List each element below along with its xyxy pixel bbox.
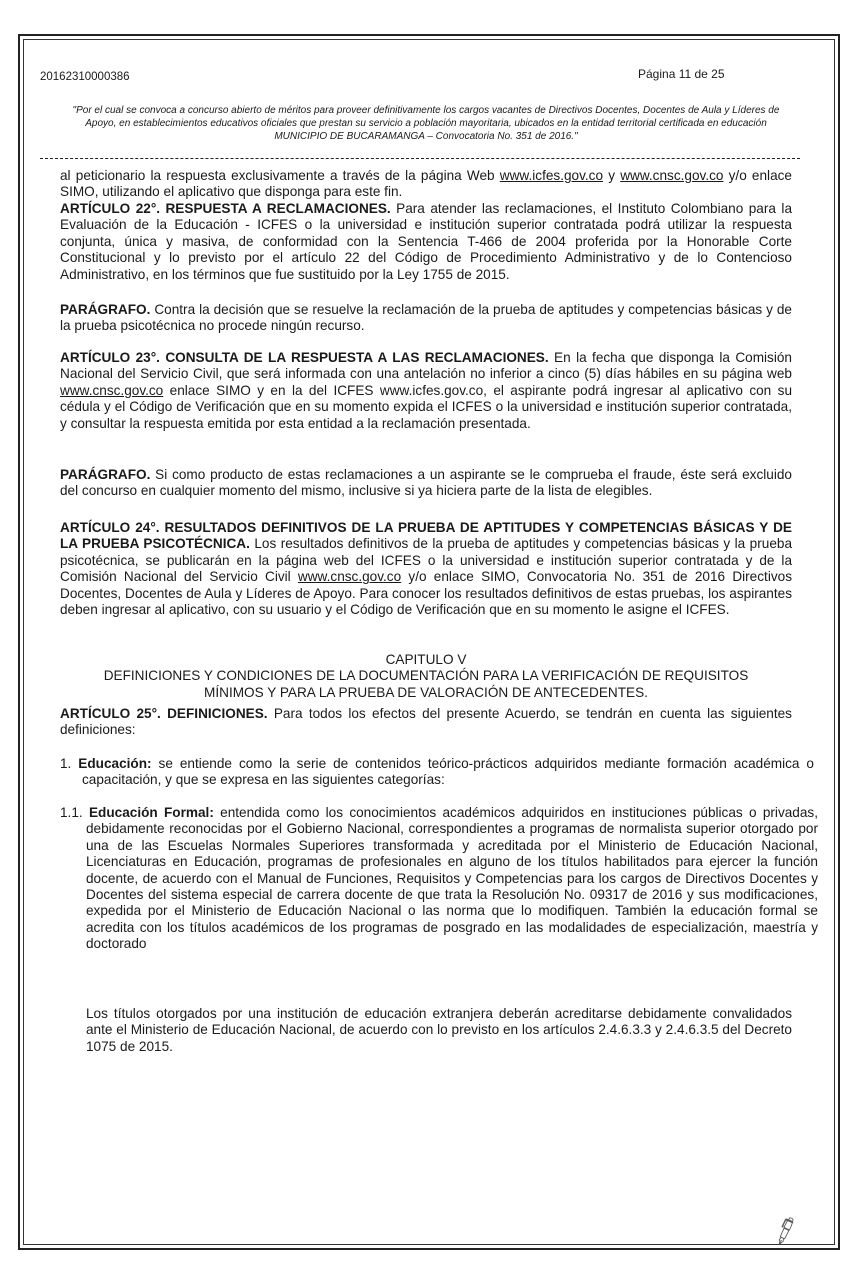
- article-text: enlace SIMO y en la del ICFES www.icfes.gov.co, el aspirante podrá ingresar al aplicativo con su cédula y el Código de Verificación que en su momento expida el ICFES o la universidad e institución superior contratada, y consultar la respuesta emitida por esta entidad a la reclamación presentada.: [60, 382, 792, 431]
- paragraph-text: Si como producto de estas reclamaciones a un aspirante se le comprueba el fraude, éste será excluido del concurso en cualquier momento del mismo, inclusive si ya hiciera parte de la lista de elegibles.: [60, 467, 792, 499]
- item-text: entendida como los conocimientos académicos adquiridos en instituciones públicas o privadas, debidamente reconocidas por el Gobierno Nacional, correspondientes a programas de normalista superior otorgado por una de las Escuelas Normales Superiores transformada y acreditada por el Ministerio de Educación Nacional, Licenciaturas en Educación, programas de profesionales en alguno de los títulos habilitados para ejercer la función docente, de acuerdo con el Manual de Funciones, Requisitos y Competencias para los cargos de Directivos Docentes y Docentes del sistema especial de carrera docente de que trata la Resolución No. 09317 de 2016 y sus modificaciones, expedida por el Ministerio de Educación Nacional o las norma que lo modifiquen. También la educación formal se acredita con los títulos académicos de los programas de posgrado en las modalidades de especialización, maestría y doctorado: [86, 805, 818, 952]
- paragraph-text: Contra la decisión que se resuelve la reclamación de la prueba de aptitudes y competencias básicas y de la prueba psicotécnica no procede ningún recurso.: [60, 302, 792, 334]
- article-text: Los resultados definitivos de la prueba de aptitudes y competencias básicas y la prueba psicotécnica, se publicarán en la página web del ICFES o la universidad e institución superior contratada y de la Comisión Nacional del Servicio Civil: [60, 536, 793, 585]
- initials-signature-icon: 🖋: [768, 1214, 804, 1248]
- definition-item-1: [60, 756, 814, 789]
- foreign-titles-paragraph: [60, 1006, 792, 1055]
- text: al peticionario la respuesta exclusivamente a través de la página Web: [60, 168, 500, 183]
- text: y/o enlace SIMO, utilizando el aplicativo que disponga para este fin.: [60, 168, 792, 200]
- paragraph-continuation: [60, 168, 792, 201]
- item-text: se entiende como la serie de contenidos teórico-prácticos adquiridos mediante formación académica o capacitación, y que se expresa en las siguientes categorías:: [82, 756, 814, 788]
- article-23: [60, 350, 792, 432]
- definition-item-1-1: [60, 805, 818, 953]
- paragraph-title: PARÁGRAFO.: [60, 302, 151, 317]
- article-title: ARTÍCULO 24°. RESULTADOS DEFINITIVOS DE LA PRUEBA DE APTITUDES Y COMPETENCIAS BÁSICAS Y DE LA PRUEBA PSICOTÉCNICA.: [60, 520, 792, 552]
- article-text: En la fecha que disponga la Comisión Nacional del Servicio Civil, que será informada con una antelación no inferior a cinco (5) días hábiles en su página web: [60, 350, 792, 382]
- article-25: [60, 706, 792, 739]
- article-text: y/o enlace SIMO, Convocatoria No. 351 de 2016 Directivos Docentes, Docentes de Aula y Líderes de Apoyo. Para conocer los resultados definitivos de estas pruebas, los aspirantes deben ingresar al aplicativo, con su usuario y el Código de Verificación que en su momento le asigne el ICFES.: [60, 569, 792, 618]
- article-title: ARTÍCULO 22°. RESPUESTA A RECLAMACIONES.: [60, 201, 391, 216]
- item-number: 1.1.: [60, 805, 89, 820]
- article-24: [60, 520, 792, 618]
- icfes-link[interactable]: www.icfes.gov.co: [499, 168, 604, 183]
- chapter-title: DEFINICIONES Y CONDICIONES DE LA DOCUMENTACIÓN PARA LA VERIFICACIÓN DE REQUISITOS MÍNIMOS Y PARA LA PRUEBA DE VALORACIÓN DE ANTECEDENTES.: [103, 668, 749, 700]
- article-text: Para atender las reclamaciones, el Instituto Colombiano para la Evaluación de la Educación - ICFES o la universidad e institución superior contratada podrá utilizar la respuesta conjunta, única y masiva, de conformidad con la Sentencia T-466 de 2004 proferida por la Honorable Corte Constitucional y lo previsto por el artículo 22 del Código de Procedimiento Administrativo y de lo Contencioso Administrativo, en los términos que fue sustituido por la Ley 1755 de 2015.: [60, 201, 793, 282]
- paragraph-1: [60, 302, 792, 335]
- article-title: ARTÍCULO 25°. DEFINICIONES.: [60, 706, 268, 721]
- item-title: Educación Formal:: [88, 805, 214, 820]
- paragraph-text: Los títulos otorgados por una institución de educación extranjera deberán acreditarse debidamente convalidados ante el Ministerio de Educación Nacional, de acuerdo con lo previsto en los artículos 2.4.6.3.3 y 2.4.6.3.5 del Decreto 1075 de 2015.: [86, 1006, 792, 1054]
- chapter-number: CAPITULO V: [385, 652, 467, 667]
- article-22: [60, 201, 792, 283]
- paragraph-2: [60, 467, 792, 500]
- article-title: ARTÍCULO 23°. CONSULTA DE LA RESPUESTA A LAS RECLAMACIONES.: [60, 350, 549, 365]
- paragraph-title: PARÁGRAFO.: [60, 467, 151, 482]
- item-title: Educación:: [78, 756, 152, 771]
- header-quote: "Por el cual se convoca a concurso abierto de méritos para proveer definitivamente los cargos vacantes de Directivos Docentes, Docentes de Aula y Líderes de Apoyo, en establecimientos educativos oficiales que prestan su servicio a población mayoritaria, ubicados en la entidad territorial certificada en educación MUNICIPIO DE BUCARAMANGA – Convocatoria No. 351 de 2016.": [72, 105, 780, 142]
- text: y: [603, 168, 621, 183]
- cnsc-link[interactable]: www.cnsc.gov.co: [620, 168, 724, 183]
- header-divider: [40, 158, 800, 159]
- cnsc-link[interactable]: www.cnsc.gov.co: [297, 569, 402, 585]
- cnsc-link[interactable]: www.cnsc.gov.co: [60, 382, 164, 398]
- item-number: 1.: [60, 756, 79, 771]
- chapter-heading: [60, 652, 792, 701]
- document-number: 20162310000386: [40, 71, 130, 83]
- article-text: Para todos los efectos del presente Acuerdo, se tendrán en cuenta las siguientes definiciones:: [60, 706, 792, 738]
- page-number: Página 11 de 25: [638, 67, 725, 81]
